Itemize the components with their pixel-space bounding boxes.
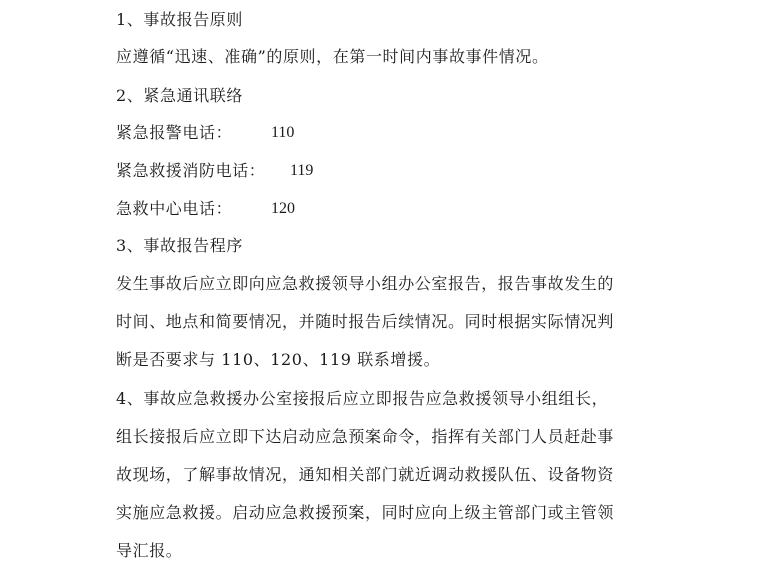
- contact-police: [116, 123, 295, 143]
- section-4-line-2: 组长接报后应立即下达启动应急预案命令，指挥有关部门人员赶赴事: [116, 427, 615, 446]
- contact-fire: [116, 161, 314, 181]
- section-3-line-1: 发生事故后应立即向应急救援领导小组办公室报告，报告事故发生的: [116, 274, 615, 293]
- section-1-heading: 1、事故报告原则: [116, 10, 243, 29]
- contact-ambulance-number: 120: [271, 200, 295, 217]
- section-2-heading: 2、紧急通讯联络: [116, 86, 243, 105]
- section-3-line-3: 断是否要求与 110、120、119 联系增援。: [116, 350, 441, 369]
- section-3-heading: 3、事故报告程序: [116, 236, 243, 255]
- contact-ambulance-label: 急救中心电话：: [116, 199, 233, 218]
- section-4-line-5: 导汇报。: [116, 541, 183, 560]
- section-4-line-1: 4、事故应急救援办公室接报后应立即报告应急救援领导小组组长，: [116, 389, 609, 408]
- section-3-line-2: 时间、地点和简要情况，并随时报告后续情况。同时根据实际情况判: [116, 312, 615, 331]
- section-4-line-3: 故现场，了解事故情况，通知相关部门就近调动救援队伍、设备物资: [116, 465, 615, 484]
- contact-police-number: 110: [271, 124, 295, 141]
- contact-ambulance: [116, 199, 295, 219]
- section-4-line-4: 实施应急救援。启动应急救援预案，同时应向上级主管部门或主管领: [116, 503, 615, 522]
- section-1-body: 应遵循“迅速、准确”的原则，在第一时间内事故事件情况。: [116, 47, 549, 66]
- contact-fire-label: 紧急救援消防电话：: [116, 161, 266, 180]
- contact-police-label: 紧急报警电话：: [116, 123, 233, 142]
- contact-fire-number: 119: [290, 162, 314, 179]
